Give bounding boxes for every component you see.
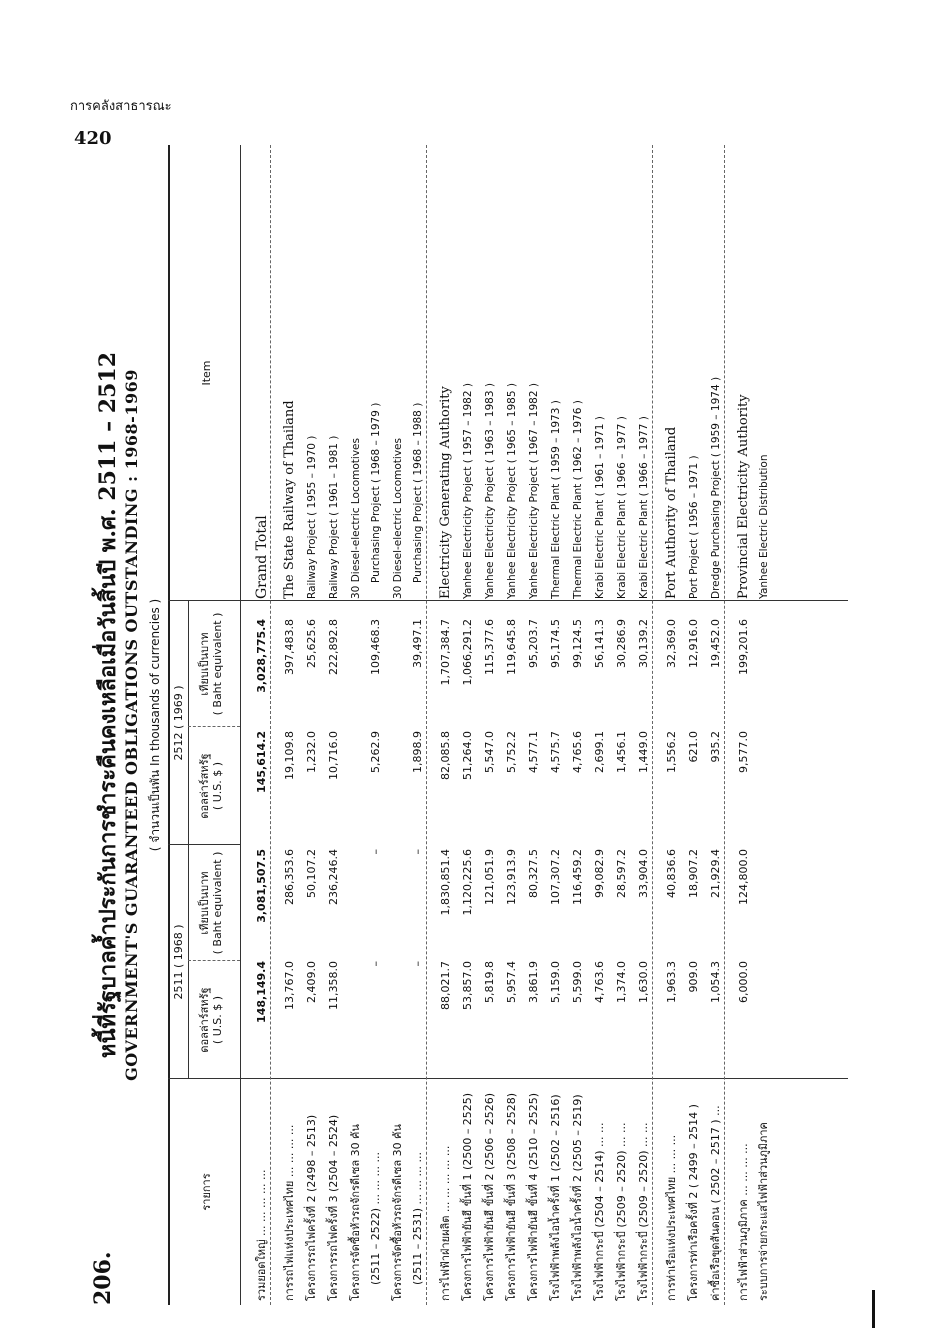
cell-v1968-baht: 40,836.6 xyxy=(665,849,678,898)
cell-th: โครงการท่าเรือครั้งที่ 2 ( 2499 – 2514 ) xyxy=(687,1104,700,1301)
group-separator xyxy=(270,145,271,1305)
table-row xyxy=(568,145,588,1305)
cell-v1969-usd: 1,456.1 xyxy=(615,731,628,773)
cell-v1968-baht: 50,107.2 xyxy=(305,849,318,898)
cell-en: Krabi Electric Plant ( 1961 – 1971 ) xyxy=(594,416,606,599)
cell-th: (2511 – 2531) ... ... ... ... xyxy=(411,1151,424,1285)
table-row xyxy=(252,145,272,1305)
table-row xyxy=(458,145,478,1305)
table-row xyxy=(436,145,456,1305)
cell-v1969-baht: 222,892.8 xyxy=(327,619,340,675)
cell-v1968-usd: 5,599.0 xyxy=(571,961,584,1003)
cell-th: ค่าซื้อเรือขุดสันดอน ( 2502 – 2517 ) ... xyxy=(709,1105,722,1301)
cell-th: โรงไฟฟ้ากระบี่ (2504 – 2514) ... ... xyxy=(593,1122,606,1301)
cell-v1969-usd: 10,716.0 xyxy=(327,731,340,780)
cell-v1968-usd: 2,409.0 xyxy=(305,961,318,1003)
cell-v1968-baht: 28,597.2 xyxy=(615,849,628,898)
table-number: 206. xyxy=(90,1251,116,1305)
table-row xyxy=(754,145,774,1305)
cell-th: โครงการรถไฟครั้งที่ 3 (2504 – 2524) xyxy=(327,1114,340,1301)
cell-v1969-baht: 30,139.2 xyxy=(637,619,650,668)
cell-th: การรถไฟแห่งประเทศไทย ... ... ... ... xyxy=(283,1124,296,1301)
cell-en: Krabi Electric Plant ( 1966 – 1977 ) xyxy=(616,416,628,599)
table-top-rule xyxy=(168,145,170,1305)
cell-v1969-baht: 32,369.0 xyxy=(665,619,678,668)
cell-v1969-usd: 2,699.1 xyxy=(593,731,606,773)
cell-v1969-usd: 1,556.2 xyxy=(665,731,678,773)
cell-en: Electricity Generating Authority xyxy=(438,386,453,599)
table-row xyxy=(524,145,544,1305)
cell-v1969-baht: 39,497.1 xyxy=(411,619,424,668)
table-row xyxy=(502,145,522,1305)
table-row xyxy=(480,145,500,1305)
cell-v1968-baht: 116,459.2 xyxy=(571,849,584,905)
table-title-english: GOVERNMENT'S GUARANTEED OBLIGATIONS OUTSTANDING : 1968-1969 xyxy=(122,369,141,1081)
cell-v1968-baht: – xyxy=(411,849,424,855)
cell-en: 30 Diesel-electric Locomotives xyxy=(350,438,362,599)
cell-en: Yanhee Electricity Project ( 1963 – 1983 ) xyxy=(484,383,496,599)
cell-th: การไฟฟ้าส่วนภูมิภาค ... ... ... ... xyxy=(737,1143,750,1301)
cell-v1969-usd: 621.0 xyxy=(687,731,700,763)
cell-v1968-usd: 88,021.7 xyxy=(439,961,452,1010)
header-item-thai: รายการ xyxy=(200,1173,213,1211)
units-note: ( จำนวนเป็นพัน In thousands of currencies ) xyxy=(148,598,162,852)
cell-th: การไฟฟ้าฝ่ายผลิต ... ... ... ... ... xyxy=(439,1145,452,1301)
cell-v1969-usd: 1,898.9 xyxy=(411,731,424,773)
table-row xyxy=(612,145,632,1305)
cell-th: โครงการไฟฟ้ายันฮี ขั้นที่ 2 (2506 – 2526) xyxy=(483,1092,496,1301)
cell-v1968-usd: 11,358.0 xyxy=(327,961,340,1010)
header-item-english: Item xyxy=(200,360,213,386)
cell-th: รวมยอดใหญ่ ... ... ... ... ... xyxy=(255,1169,268,1301)
cell-v1969-baht: 30,286.9 xyxy=(615,619,628,668)
cell-en: Purchasing Project ( 1968 – 1988 ) xyxy=(412,402,424,583)
cell-th: โครงการไฟฟ้ายันฮี ขั้นที่ 3 (2508 – 2528) xyxy=(505,1092,518,1301)
table-row xyxy=(346,145,366,1305)
cell-v1968-baht: 121,051.9 xyxy=(483,849,496,905)
header-year-1968: 2511 ( 1968 ) xyxy=(172,924,185,1000)
table-row xyxy=(590,145,610,1305)
cell-v1968-baht: 3,081,507.5 xyxy=(255,849,268,923)
cell-th: โรงไฟฟ้ากระบี่ (2509 – 2520) ... ... xyxy=(615,1122,628,1301)
cell-v1969-usd: 1,232.0 xyxy=(305,731,318,773)
cell-en: Railway Project ( 1961 – 1981 ) xyxy=(328,435,340,599)
table-row xyxy=(734,145,754,1305)
cell-v1968-baht: 18,907.2 xyxy=(687,849,700,898)
cell-v1968-baht: – xyxy=(369,849,382,855)
table-row xyxy=(706,145,726,1305)
cell-th: โครงการรถไฟครั้งที่ 2 (2498 – 2513) xyxy=(305,1114,318,1301)
cell-v1968-usd: 53,857.0 xyxy=(461,961,474,1010)
cell-v1968-baht: 1,120,225.6 xyxy=(461,849,474,916)
cell-v1968-baht: 99,082.9 xyxy=(593,849,606,898)
cell-v1969-baht: 99,124.5 xyxy=(571,619,584,668)
cell-v1968-usd: 5,819.8 xyxy=(483,961,496,1003)
cell-en: Railway Project ( 1955 – 1970 ) xyxy=(306,435,318,599)
table-row xyxy=(388,145,408,1305)
header-usd-1969: ดอลล่าร์สหรัฐ ( U.S. $ ) xyxy=(198,753,224,819)
cell-v1969-baht: 109,468.3 xyxy=(369,619,382,675)
header-usd-1968: ดอลล่าร์สหรัฐ ( U.S. $ ) xyxy=(198,987,224,1053)
table-row xyxy=(634,145,654,1305)
cell-v1969-baht: 199,201.6 xyxy=(737,619,750,675)
header-year-1969: 2512 ( 1969 ) xyxy=(172,685,185,761)
header-baht-1968: เทียบเป็นบาท ( Baht equivalent ) xyxy=(198,851,224,955)
year-rule xyxy=(188,601,189,1079)
cell-v1969-baht: 397,483.8 xyxy=(283,619,296,675)
cell-v1968-usd: 4,763.6 xyxy=(593,961,606,1003)
cell-v1968-usd: 909.0 xyxy=(687,961,700,993)
cell-en: Krabi Electric Plant ( 1966 – 1977 ) xyxy=(638,416,650,599)
cell-v1969-usd: 1,449.0 xyxy=(637,731,650,773)
cell-v1969-baht: 56,141.3 xyxy=(593,619,606,668)
table-title-thai: หนี้ที่รัฐบาลค้ำประกันการชำระคืนคงเหลือเมื่อวันสิ้นปี พ.ศ. 2511 – 2512 xyxy=(95,351,121,1059)
cell-v1968-usd: 13,767.0 xyxy=(283,961,296,1010)
table-row xyxy=(324,145,344,1305)
cell-th: โครงการจัดซื้อหัวรถจักรดีเซล 30 คัน xyxy=(391,1124,404,1301)
cell-v1968-baht: 236,246.4 xyxy=(327,849,340,905)
cell-v1969-baht: 119,645.8 xyxy=(505,619,518,675)
cell-en: Yanhee Electricity Project ( 1965 – 1985 ) xyxy=(506,383,518,599)
cell-th: โรงไฟฟ้าพลังไอน้ำครั้งที่ 2 (2505 – 2519) xyxy=(571,1094,584,1301)
cell-v1968-baht: 80,327.5 xyxy=(527,849,540,898)
cell-en: Port Authority of Thailand xyxy=(664,426,679,599)
cell-v1968-baht: 107,307.2 xyxy=(549,849,562,905)
cell-v1969-usd: 4,765.6 xyxy=(571,731,584,773)
cell-en: Grand Total xyxy=(254,515,270,599)
cell-th: โครงการไฟฟ้ายันฮี ขั้นที่ 4 (2510 – 2525) xyxy=(527,1092,540,1301)
cell-v1969-usd: 51,264.0 xyxy=(461,731,474,780)
cell-th: โรงไฟฟ้าพลังไอน้ำครั้งที่ 1 (2502 – 2516) xyxy=(549,1094,562,1301)
cell-v1969-baht: 3,028,775.4 xyxy=(255,619,268,693)
cell-v1969-usd: 5,752.2 xyxy=(505,731,518,773)
cell-v1969-usd: 82,085.8 xyxy=(439,731,452,780)
table-row xyxy=(662,145,682,1305)
cell-v1968-usd: 1,630.0 xyxy=(637,961,650,1003)
margin-mark xyxy=(872,1290,875,1328)
page-number: 420 xyxy=(74,128,112,149)
cell-v1969-baht: 19,452.0 xyxy=(709,619,722,668)
cell-th: ระบบการจ่ายกระแสไฟฟ้าส่วนภูมิภาค xyxy=(757,1122,770,1301)
cell-en: Port Project ( 1956 – 1971 ) xyxy=(688,455,700,599)
cell-v1969-baht: 95,174.5 xyxy=(549,619,562,668)
cell-th: โครงการจัดซื้อหัวรถจักรดีเซล 30 คัน xyxy=(349,1124,362,1301)
cell-th: การท่าเรือแห่งประเทศไทย ... ... ... xyxy=(665,1134,678,1301)
group-separator xyxy=(426,145,427,1305)
cell-en: Purchasing Project ( 1968 – 1979 ) xyxy=(370,402,382,583)
group-separator xyxy=(724,145,725,1305)
cell-v1968-usd: 6,000.0 xyxy=(737,961,750,1003)
cell-v1968-baht: 1,830,851.4 xyxy=(439,849,452,916)
table-row xyxy=(408,145,428,1305)
group-separator xyxy=(652,145,653,1305)
cell-v1968-baht: 123,913.9 xyxy=(505,849,518,905)
table-row xyxy=(366,145,386,1305)
cell-v1969-baht: 25,625.6 xyxy=(305,619,318,668)
cell-th: โครงการไฟฟ้ายันฮี ขั้นที่ 1 (2500 – 2525) xyxy=(461,1092,474,1301)
cell-v1969-baht: 115,377.6 xyxy=(483,619,496,675)
cell-v1969-usd: 145,614.2 xyxy=(255,731,268,793)
header-bottom-rule xyxy=(240,145,241,1305)
cell-v1968-baht: 33,904.0 xyxy=(637,849,650,898)
cell-v1968-usd: 1,054.3 xyxy=(709,961,722,1003)
cell-en: Thermal Electric Plant ( 1959 – 1973 ) xyxy=(550,400,562,599)
cell-v1969-usd: 9,577.0 xyxy=(737,731,750,773)
cell-v1969-usd: 4,575.7 xyxy=(549,731,562,773)
cell-v1969-usd: 935.2 xyxy=(709,731,722,763)
cell-en: Thermal Electric Plant ( 1962 – 1976 ) xyxy=(572,400,584,599)
cell-en: 30 Diesel-electric Locomotives xyxy=(392,438,404,599)
cell-v1968-baht: 124,800.0 xyxy=(737,849,750,905)
cell-v1968-usd: – xyxy=(411,961,424,967)
cell-v1968-baht: 21,929.4 xyxy=(709,849,722,898)
cell-v1969-baht: 12,916.0 xyxy=(687,619,700,668)
cell-en: Yanhee Electricity Project ( 1967 – 1982 ) xyxy=(528,383,540,599)
header-baht-1969: เทียบเป็นบาท ( Baht equivalent ) xyxy=(198,612,224,716)
table-row xyxy=(302,145,322,1305)
cell-v1969-baht: 95,203.7 xyxy=(527,619,540,668)
cell-en: Yanhee Electric Distribution xyxy=(758,454,770,599)
running-head: การคลังสาธารณะ xyxy=(70,99,172,114)
cell-v1969-usd: 19,109.8 xyxy=(283,731,296,780)
rotated-table xyxy=(90,145,941,1305)
cell-en: Yanhee Electricity Project ( 1957 – 1982 ) xyxy=(462,383,474,599)
table-row xyxy=(280,145,300,1305)
cell-v1969-baht: 1,066,291.2 xyxy=(461,619,474,686)
table-row xyxy=(546,145,566,1305)
cell-v1968-usd: 1,374.0 xyxy=(615,961,628,1003)
cell-v1968-baht: 286,353.6 xyxy=(283,849,296,905)
cell-th: โรงไฟฟ้ากระบี่ (2509 – 2520) ... ... xyxy=(637,1122,650,1301)
cell-v1968-usd: 1,963.3 xyxy=(665,961,678,1003)
cell-v1968-usd: 5,957.4 xyxy=(505,961,518,1003)
cell-en: Dredge Purchasing Project ( 1959 – 1974 ) xyxy=(710,376,722,599)
cell-th: (2511 – 2522) ... ... ... ... xyxy=(369,1151,382,1285)
cell-v1969-baht: 1,707,384.7 xyxy=(439,619,452,686)
cell-en: Provincial Electricity Authority xyxy=(736,394,751,599)
table-row xyxy=(684,145,704,1305)
cell-en: The State Railway of Thailand xyxy=(282,400,297,599)
cell-v1968-usd: 5,159.0 xyxy=(549,961,562,1003)
cell-v1969-usd: 5,547.0 xyxy=(483,731,496,773)
cell-v1969-usd: 4,577.1 xyxy=(527,731,540,773)
cell-v1968-usd: 148,149.4 xyxy=(255,961,268,1023)
cell-v1968-usd: 3,861.9 xyxy=(527,961,540,1003)
cell-v1968-usd: – xyxy=(369,961,382,967)
cell-v1969-usd: 5,262.9 xyxy=(369,731,382,773)
